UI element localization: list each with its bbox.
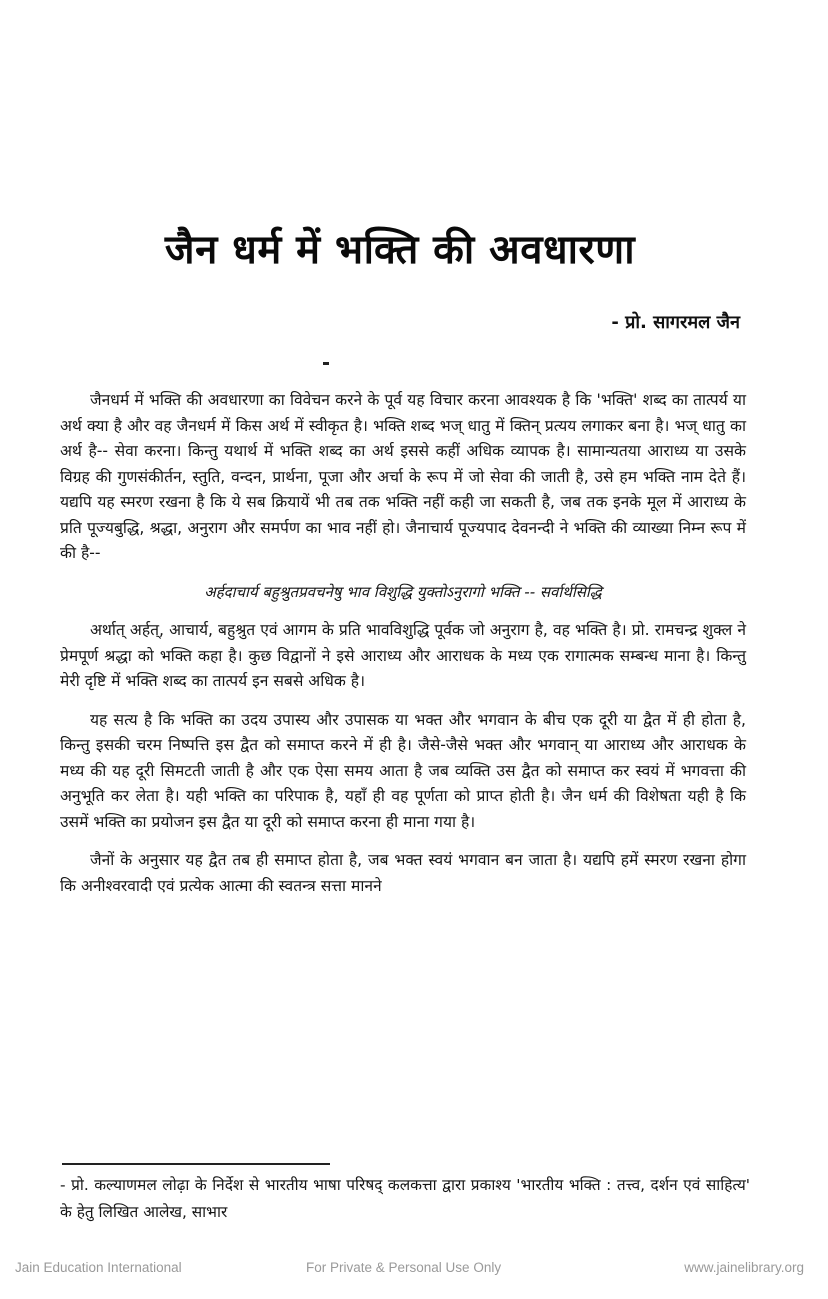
paragraph-4: जैनों के अनुसार यह द्वैत तब ही समाप्त होता है, जब भक्त स्वयं भगवान बन जाता है। यद्यपि हमें स्मरण रखना होगा कि अनीश्वरवादी एवं प्रत्येक आत्मा की स्वतन्त्र सत्ता मानने [60, 851, 746, 895]
author-line: - प्रो. सागरमल जैन [611, 312, 740, 333]
page-title: जैन धर्म में भक्ति की अवधारणा [164, 227, 636, 273]
paragraph-3: यह सत्य है कि भक्ति का उदय उपास्य और उपासक या भक्त और भगवान के बीच एक दूरी या द्वैत में ही होता है, किन्तु इसकी चरम निष्पत्ति इस द्वैत को समाप्त करने में ही है। जैसे-जैसे भक्त और भगवान् या आराध्य और आराधक के मध्य की यह दूरी सिमटती जाती है और एक ऐसा समय आता है जब व्यक्ति उस द्वैत को समाप्त कर स्वयं में भगवत्ता की अनुभूति कर लेता है। यही भक्ति का परिपाक है, यहाँ ही वह पूर्णता को प्राप्त होती है। जैन धर्म की विशेषता यही है कि उसमें भक्ति का प्रयोजन इस द्वैत या दूरी को समाप्त करना ही माना गया है। [60, 710, 746, 831]
ornament-mark [323, 362, 329, 365]
footnote-divider [62, 1163, 330, 1165]
footnote: - प्रो. कल्याणमल लोढ़ा के निर्देश से भारतीय भाषा परिषद् कलकत्ता द्वारा प्रकाश्य 'भारतीय भक्ति : तत्त्व, दर्शन एवं साहित्य' के हेतु लिखित आलेख, साभार [60, 1176, 750, 1221]
footer-publisher: Jain Education International [15, 1260, 182, 1275]
paragraph-1: जैनधर्म में भक्ति की अवधारणा का विवेचन करने के पूर्व यह विचार करना आवश्यक है कि 'भक्ति' शब्द का तात्पर्य या अर्थ क्या है और वह जैनधर्म में किस अर्थ में स्वीकृत है। भक्ति शब्द भज् धातु में क्तिन् प्रत्यय लगाकर बना है। भज् धातु का अर्थ है-- सेवा करना। किन्तु यथार्थ में भक्ति शब्द का अर्थ इससे कहीं अधिक व्यापक है। सामान्यतया आराध्य या उसके विग्रह की गुणसंकीर्तन, स्तुति, वन्दन, प्रार्थना, पूजा और अर्चा के रूप में जो सेवा की जाती है, उसे हम भक्ति नाम देते हैं। यद्यपि यह स्मरण रखना है कि ये सब क्रियायें भी तब तक भक्ति नहीं कही जा सकती है, जब तक इनके मूल में आराध्य के प्रति पूज्यबुद्धि, श्रद्धा, अनुराग और समर्पण का भाव नहीं हो। जैनाचार्य पूज्यपाद देवनन्दी ने भक्ति की व्याख्या निम्न रूप में की है-- [60, 391, 747, 562]
footer-website-link[interactable]: www.jainelibrary.org [684, 1260, 804, 1275]
page-footer [0, 1260, 828, 1280]
footer-usage-note: For Private & Personal Use Only [306, 1260, 502, 1275]
article-body [60, 388, 746, 912]
sanskrit-quote: अर्हदाचार्य बहुश्रुतप्रवचनेषु भाव विशुद्धि युक्तोऽनुरागो भक्ति -- सर्वार्थसिद्धि [204, 582, 602, 601]
paragraph-2: अर्थात् अर्हत्, आचार्य, बहुश्रुत एवं आगम के प्रति भावविशुद्धि पूर्वक जो अनुराग है, वह भक्ति है। प्रो. रामचन्द्र शुक्ल ने प्रेमपूर्ण श्रद्धा को भक्ति कहा है। कुछ विद्वानों ने इसे आराध्य और आराधक के मध्य एक रागात्मक सम्बन्ध माना है। किन्तु मेरी दृष्टि में भक्ति शब्द का तात्पर्य इन सबसे अधिक है। [60, 621, 746, 690]
